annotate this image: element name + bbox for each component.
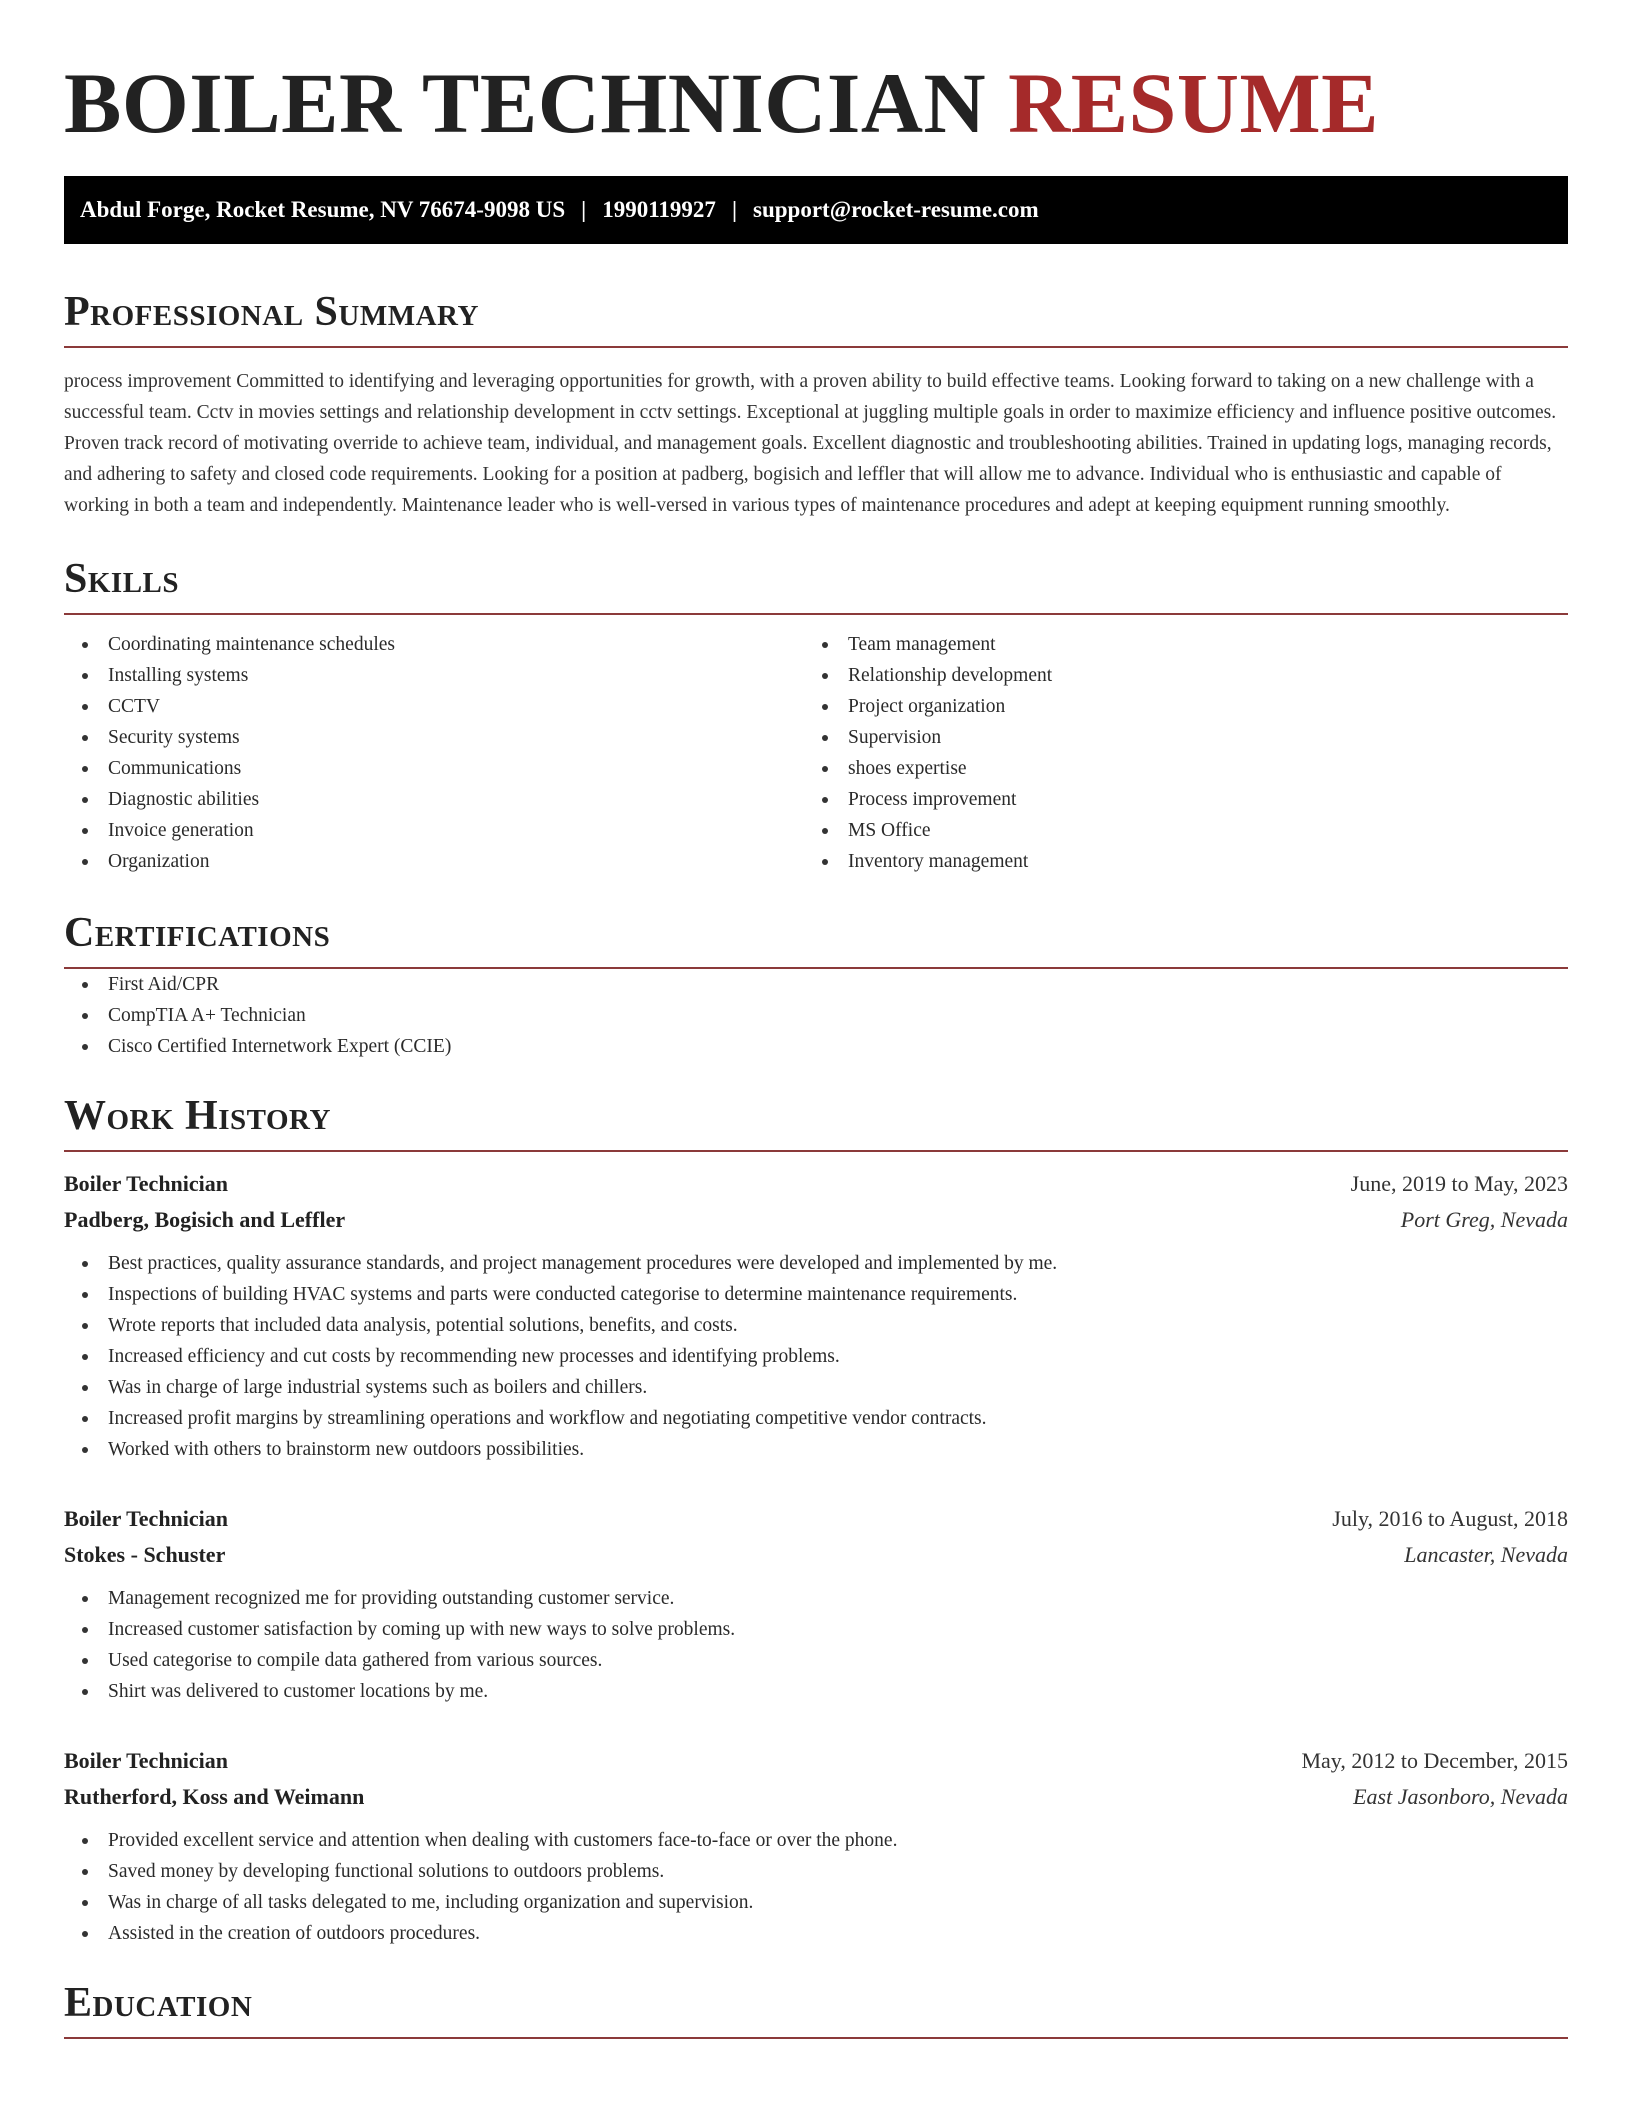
professional-summary-section — [64, 284, 1568, 521]
job-company: Stokes - Schuster — [64, 1542, 226, 1567]
list-item: Increased customer satisfaction by coming up with new ways to solve problems. — [64, 1614, 1568, 1645]
list-item: CCTV — [64, 691, 804, 722]
jobs-list — [64, 1166, 1568, 1949]
contact-separator: | — [581, 197, 587, 222]
list-item: MS Office — [804, 815, 1568, 846]
job-entry — [64, 1501, 1568, 1707]
list-item: Communications — [64, 753, 804, 784]
job-header-row — [64, 1501, 1568, 1537]
job-company: Rutherford, Koss and Weimann — [64, 1784, 365, 1809]
list-item: Invoice generation — [64, 815, 804, 846]
title-accent: RESUME — [1008, 55, 1380, 151]
list-item: Installing systems — [64, 660, 804, 691]
list-item: shoes expertise — [804, 753, 1568, 784]
job-dates: June, 2019 to May, 2023 — [1350, 1171, 1568, 1196]
list-item: Cisco Certified Internetwork Expert (CCIE) — [64, 1031, 1568, 1062]
job-entry — [64, 1743, 1568, 1949]
list-item: Supervision — [804, 722, 1568, 753]
job-company-row — [64, 1537, 1568, 1573]
contact-email[interactable]: support@rocket-resume.com — [753, 197, 1039, 222]
list-item: Was in charge of large industrial systems such as boilers and chillers. — [64, 1372, 1568, 1403]
job-location: Lancaster, Nevada — [1404, 1542, 1568, 1567]
education-section — [64, 1975, 1568, 2039]
job-dates: July, 2016 to August, 2018 — [1332, 1506, 1568, 1531]
job-header-row — [64, 1166, 1568, 1202]
skills-list-left — [64, 629, 804, 877]
list-item: Saved money by developing functional solutions to outdoors problems. — [64, 1856, 1568, 1887]
contact-bar — [64, 176, 1568, 244]
list-item: Was in charge of all tasks delegated to me, including organization and supervision. — [64, 1887, 1568, 1918]
job-bullets — [64, 1248, 1568, 1465]
list-item: Project organization — [804, 691, 1568, 722]
list-item: Shirt was delivered to customer locations by me. — [64, 1676, 1568, 1707]
job-title: Boiler Technician — [64, 1506, 229, 1531]
contact-separator: | — [731, 197, 738, 222]
list-item: Used categorise to compile data gathered from various sources. — [64, 1645, 1568, 1676]
job-company: Padberg, Bogisich and Leffler — [64, 1207, 346, 1232]
list-item: Organization — [64, 846, 804, 877]
contact-phone: 1990119927 — [602, 197, 716, 222]
skills-grid — [64, 629, 1568, 877]
job-header-row — [64, 1743, 1568, 1779]
list-item: Increased profit margins by streamlining operations and workflow and negotiating competitive vendor contracts. — [64, 1403, 1568, 1434]
job-location: Port Greg, Nevada — [1400, 1207, 1568, 1232]
work-history-section — [64, 1088, 1568, 1949]
list-item: Wrote reports that included data analysis, potential solutions, benefits, and costs. — [64, 1310, 1568, 1341]
list-item: Assisted in the creation of outdoors procedures. — [64, 1918, 1568, 1949]
list-item: Coordinating maintenance schedules — [64, 629, 804, 660]
section-heading: Education — [64, 1975, 1568, 2039]
section-heading: Professional Summary — [64, 284, 1568, 348]
list-item: Team management — [804, 629, 1568, 660]
section-heading: Certifications — [64, 905, 1568, 969]
list-item: CompTIA A+ Technician — [64, 1000, 1568, 1031]
list-item: Process improvement — [804, 784, 1568, 815]
certifications-section — [64, 905, 1568, 1062]
job-location: East Jasonboro, Nevada — [1353, 1784, 1568, 1809]
job-company-row — [64, 1202, 1568, 1238]
job-entry — [64, 1166, 1568, 1465]
job-bullets — [64, 1583, 1568, 1707]
skills-list-right — [804, 629, 1568, 877]
list-item: Worked with others to brainstorm new outdoors possibilities. — [64, 1434, 1568, 1465]
section-heading: Work History — [64, 1088, 1568, 1152]
certifications-list — [64, 969, 1568, 1062]
section-heading: Skills — [64, 551, 1568, 615]
job-title: Boiler Technician — [64, 1748, 229, 1773]
list-item: Relationship development — [804, 660, 1568, 691]
list-item: Diagnostic abilities — [64, 784, 804, 815]
job-company-row — [64, 1779, 1568, 1815]
contact-address: Abdul Forge, Rocket Resume, NV 76674-9098 US — [80, 197, 566, 222]
skills-section — [64, 551, 1568, 877]
list-item: Security systems — [64, 722, 804, 753]
list-item: Best practices, quality assurance standards, and project management procedures were developed and implemented by me. — [64, 1248, 1568, 1279]
list-item: First Aid/CPR — [64, 969, 1568, 1000]
job-dates: May, 2012 to December, 2015 — [1301, 1748, 1568, 1773]
job-title: Boiler Technician — [64, 1171, 229, 1196]
list-item: Inspections of building HVAC systems and parts were conducted categorise to determine maintenance requirements. — [64, 1279, 1568, 1310]
job-bullets — [64, 1825, 1568, 1949]
list-item: Inventory management — [804, 846, 1568, 877]
list-item: Management recognized me for providing outstanding customer service. — [64, 1583, 1568, 1614]
list-item: Provided excellent service and attention when dealing with customers face-to-face or over the phone. — [64, 1825, 1568, 1856]
list-item: Increased efficiency and cut costs by recommending new processes and identifying problems. — [64, 1341, 1568, 1372]
title-main: BOILER TECHNICIAN — [64, 55, 987, 151]
resume-title — [64, 0, 1568, 172]
summary-text: process improvement Committed to identifying and leveraging opportunities for growth, with a proven ability to build effective teams. Looking forward to taking on a new challenge with a successful team. Cctv in movies settings and relationship development in cctv settings. Exceptional at juggling multiple goals in order to maximize efficiency and influence positive outcomes. Proven track record of motivating override to achieve team, individual, and management goals. Excellent diagnostic and troubleshooting abilities. Trained in updating logs, managing records, and adhering to safety and closed code requirements. Looking for a position at padberg, bogisich and leffler that will allow me to advance. Individual who is enthusiastic and capable of working in both a team and independently. Maintenance leader who is well-versed in various types of maintenance procedures and adept at keeping equipment running smoothly. — [64, 371, 1557, 516]
